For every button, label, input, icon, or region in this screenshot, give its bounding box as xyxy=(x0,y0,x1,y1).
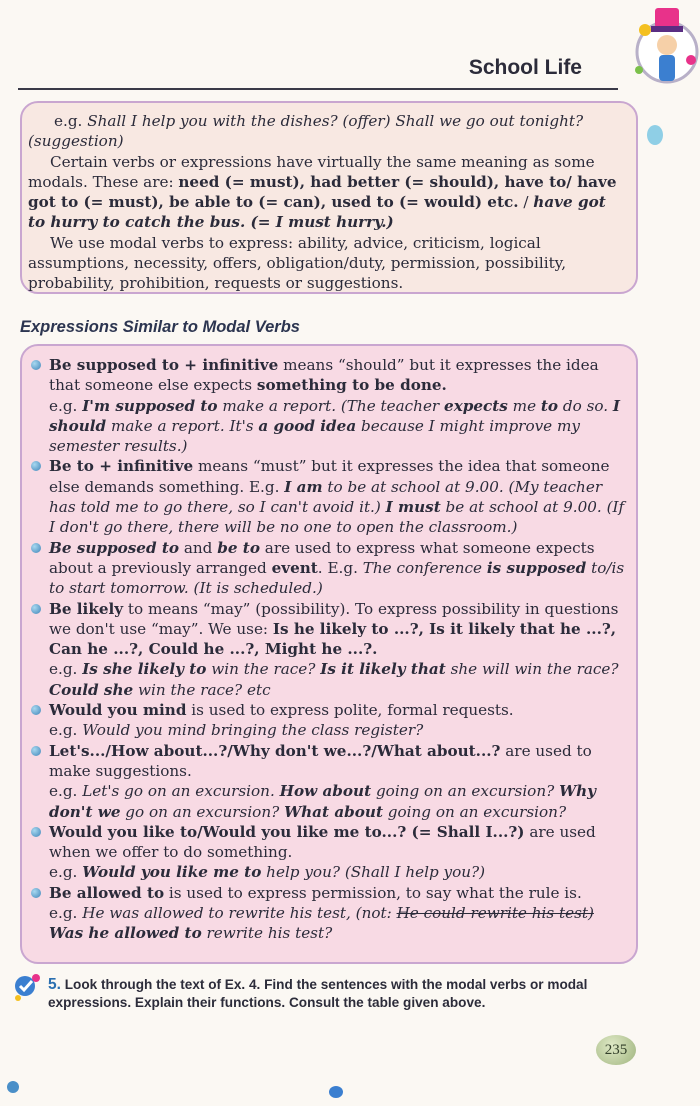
example-text: she will win the race? xyxy=(445,660,619,679)
item-definition xyxy=(49,456,626,537)
example-text: be at school at 9.00. (If I don't go there, there will be no one to open the classroom.) xyxy=(49,498,625,537)
example-text: make a report. It's xyxy=(106,416,259,435)
bullet-icon xyxy=(31,705,41,715)
example-key: What about xyxy=(284,802,383,821)
example-text: rewrite his test? xyxy=(201,924,333,943)
item-definition xyxy=(49,355,626,396)
key-expression: Be likely xyxy=(49,599,124,618)
example-key: Why don't we xyxy=(49,782,597,821)
example-text: go on an excursion? xyxy=(120,802,285,821)
example-key: I must xyxy=(385,498,441,517)
separator: / xyxy=(518,193,534,212)
similar-verbs-paragraph xyxy=(28,152,626,233)
item-text: means “must” but it expresses the idea that someone else demands something. E.g. xyxy=(49,457,610,496)
section-heading: Expressions Similar to Modal Verbs xyxy=(20,318,300,336)
example-text: to/is to start tomorrow. (It is scheduled.) xyxy=(49,558,625,598)
item-definition xyxy=(49,700,626,720)
example-key: Was he allowed to xyxy=(49,924,202,943)
key-expression: Would you mind xyxy=(49,701,187,720)
bullet-icon xyxy=(31,360,41,370)
item-definition xyxy=(49,538,626,599)
key-expression: Be to + infinitive xyxy=(49,457,194,476)
example-text: because I might improve my semester results.) xyxy=(49,416,580,456)
key-expression: Be supposed to + infinitive xyxy=(49,356,279,374)
key-expression: Is he likely to ...?, Is it likely that he ...?, Can he ...?, Could he ...?, Might he ...?. xyxy=(49,619,617,659)
exercise-icon xyxy=(12,972,42,1002)
example-label: e.g. xyxy=(49,721,83,740)
list-item xyxy=(28,822,626,883)
item-text: is used to express polite, formal requests. xyxy=(186,701,514,720)
item-example xyxy=(49,903,626,944)
bullet-icon xyxy=(31,827,41,837)
struck-example: He could rewrite his test) xyxy=(396,904,594,923)
item-definition xyxy=(49,741,626,782)
item-definition xyxy=(49,599,626,660)
example-text: Shall I help you with the dishes? (offer) Shall we go out tonight? (suggestion) xyxy=(28,112,584,151)
example-key: I should xyxy=(49,396,621,435)
header-rule xyxy=(18,88,618,90)
example-text: make a report. (The teacher xyxy=(217,396,445,415)
list-item xyxy=(28,538,626,599)
item-example xyxy=(49,720,626,740)
item-example xyxy=(49,659,626,700)
example-key: Is she likely to xyxy=(82,660,207,679)
mascot-illustration-icon xyxy=(605,0,700,95)
example-key: Is it likely that xyxy=(320,660,446,679)
example-key: to xyxy=(540,396,559,415)
decorative-dot-icon xyxy=(646,124,664,146)
item-text: to means “may” (possibility). To express possibility in questions we don't use “may”. We use: xyxy=(49,599,619,638)
example-key: expects xyxy=(444,396,508,415)
example-label: e.g. xyxy=(54,112,88,130)
example-text: The conference xyxy=(362,558,487,577)
decorative-dot-icon xyxy=(6,1080,20,1094)
list-item xyxy=(28,599,626,700)
key-expression: be to xyxy=(217,538,260,557)
page-number: 235 xyxy=(596,1035,636,1065)
example-label: e.g. xyxy=(49,660,83,679)
item-text: are used to make suggestions. xyxy=(49,741,592,780)
item-example xyxy=(49,781,626,822)
list-item xyxy=(28,883,626,944)
list-item xyxy=(28,456,626,537)
item-text: are used to express what someone expects about a previously arranged xyxy=(49,538,595,577)
example-key: Could she xyxy=(49,680,134,699)
example-text: do so. xyxy=(558,396,613,415)
example-label: e.g. xyxy=(49,396,83,415)
example-label: e.g. xyxy=(49,904,83,923)
bullet-icon xyxy=(31,746,41,756)
exercise-text: Look through the text of Ex. 4. Find the sentences with the modal verbs or modal expressions. Explain their functions. Consult the table given above. xyxy=(48,977,588,1010)
example-text: win the race? xyxy=(206,660,321,679)
key-expression: Would you like to/Would you like me to...? (= Shall I...?) xyxy=(49,822,525,841)
item-definition xyxy=(49,883,626,903)
key-expression: Be allowed to xyxy=(49,883,165,902)
exercise-instruction xyxy=(48,976,648,1011)
example-text: to be at school at 9.00. (My teacher has told me to go there, so I can't avoid it.) xyxy=(49,477,603,517)
intro-example-paragraph xyxy=(28,111,626,152)
key-expression: Let's.../How about...?/Why don't we...?/What about...? xyxy=(49,741,501,760)
list-item xyxy=(28,741,626,822)
bullet-icon xyxy=(31,543,41,553)
list-item xyxy=(28,355,626,456)
example-text: Let's go on an excursion. xyxy=(82,782,280,801)
example-label: e.g. xyxy=(49,782,83,801)
item-definition xyxy=(49,822,626,863)
example-key: I'm supposed to xyxy=(82,396,218,415)
example-text: going on an excursion? xyxy=(371,782,560,801)
item-text: . E.g. xyxy=(317,558,363,577)
list-item xyxy=(28,700,626,741)
item-example xyxy=(49,396,626,457)
example-key: is supposed xyxy=(486,558,587,577)
exercise-number: 5. xyxy=(48,976,61,993)
paragraph-text: Certain verbs or expressions have virtually the same meaning as some modals. These are: xyxy=(28,152,595,191)
decorative-dot-icon xyxy=(328,1085,344,1099)
bullet-icon xyxy=(31,888,41,898)
example-text: have got to hurry to catch the bus. (= I must hurry.) xyxy=(28,193,606,232)
example-text: me xyxy=(507,396,541,415)
page-header-title: School Life xyxy=(468,56,582,79)
item-text: means “should” but it expresses the idea that someone else expects xyxy=(49,356,599,395)
modal-equivalents: need (= must), had better (= should), have to/ have got to (= must), be able to (= can), used to (= would) etc. xyxy=(28,172,617,212)
example-key: Would you like me to xyxy=(82,863,262,882)
item-example xyxy=(49,862,626,882)
example-key: I am xyxy=(284,477,323,496)
bullet-icon xyxy=(31,604,41,614)
example-text: Would you mind bringing the class register? xyxy=(82,721,424,740)
bullet-icon xyxy=(31,461,41,471)
example-text: He was allowed to rewrite his test, (not: xyxy=(82,904,397,923)
example-key: How about xyxy=(279,782,372,801)
key-expression: something to be done. xyxy=(256,376,447,395)
example-text: going on an excursion? xyxy=(382,802,567,821)
intro-box xyxy=(20,101,638,294)
item-text: and xyxy=(179,538,218,557)
key-expression: event xyxy=(271,558,318,577)
example-text: win the race? etc xyxy=(133,680,271,699)
example-key: a good idea xyxy=(258,416,357,435)
example-label: e.g. xyxy=(49,863,83,882)
item-text: is used to express permission, to say what the rule is. xyxy=(164,883,582,902)
expressions-box xyxy=(20,344,638,964)
modal-uses-paragraph: We use modal verbs to express: ability, advice, criticism, logical assumptions, necessity, offers, obligation/duty, permission, possibility, probability, prohibition, requests or suggestions. xyxy=(28,233,567,293)
example-text: help you? (Shall I help you?) xyxy=(261,863,486,882)
key-expression: Be supposed to xyxy=(49,538,180,557)
item-text: are used when we offer to do something. xyxy=(49,822,596,862)
